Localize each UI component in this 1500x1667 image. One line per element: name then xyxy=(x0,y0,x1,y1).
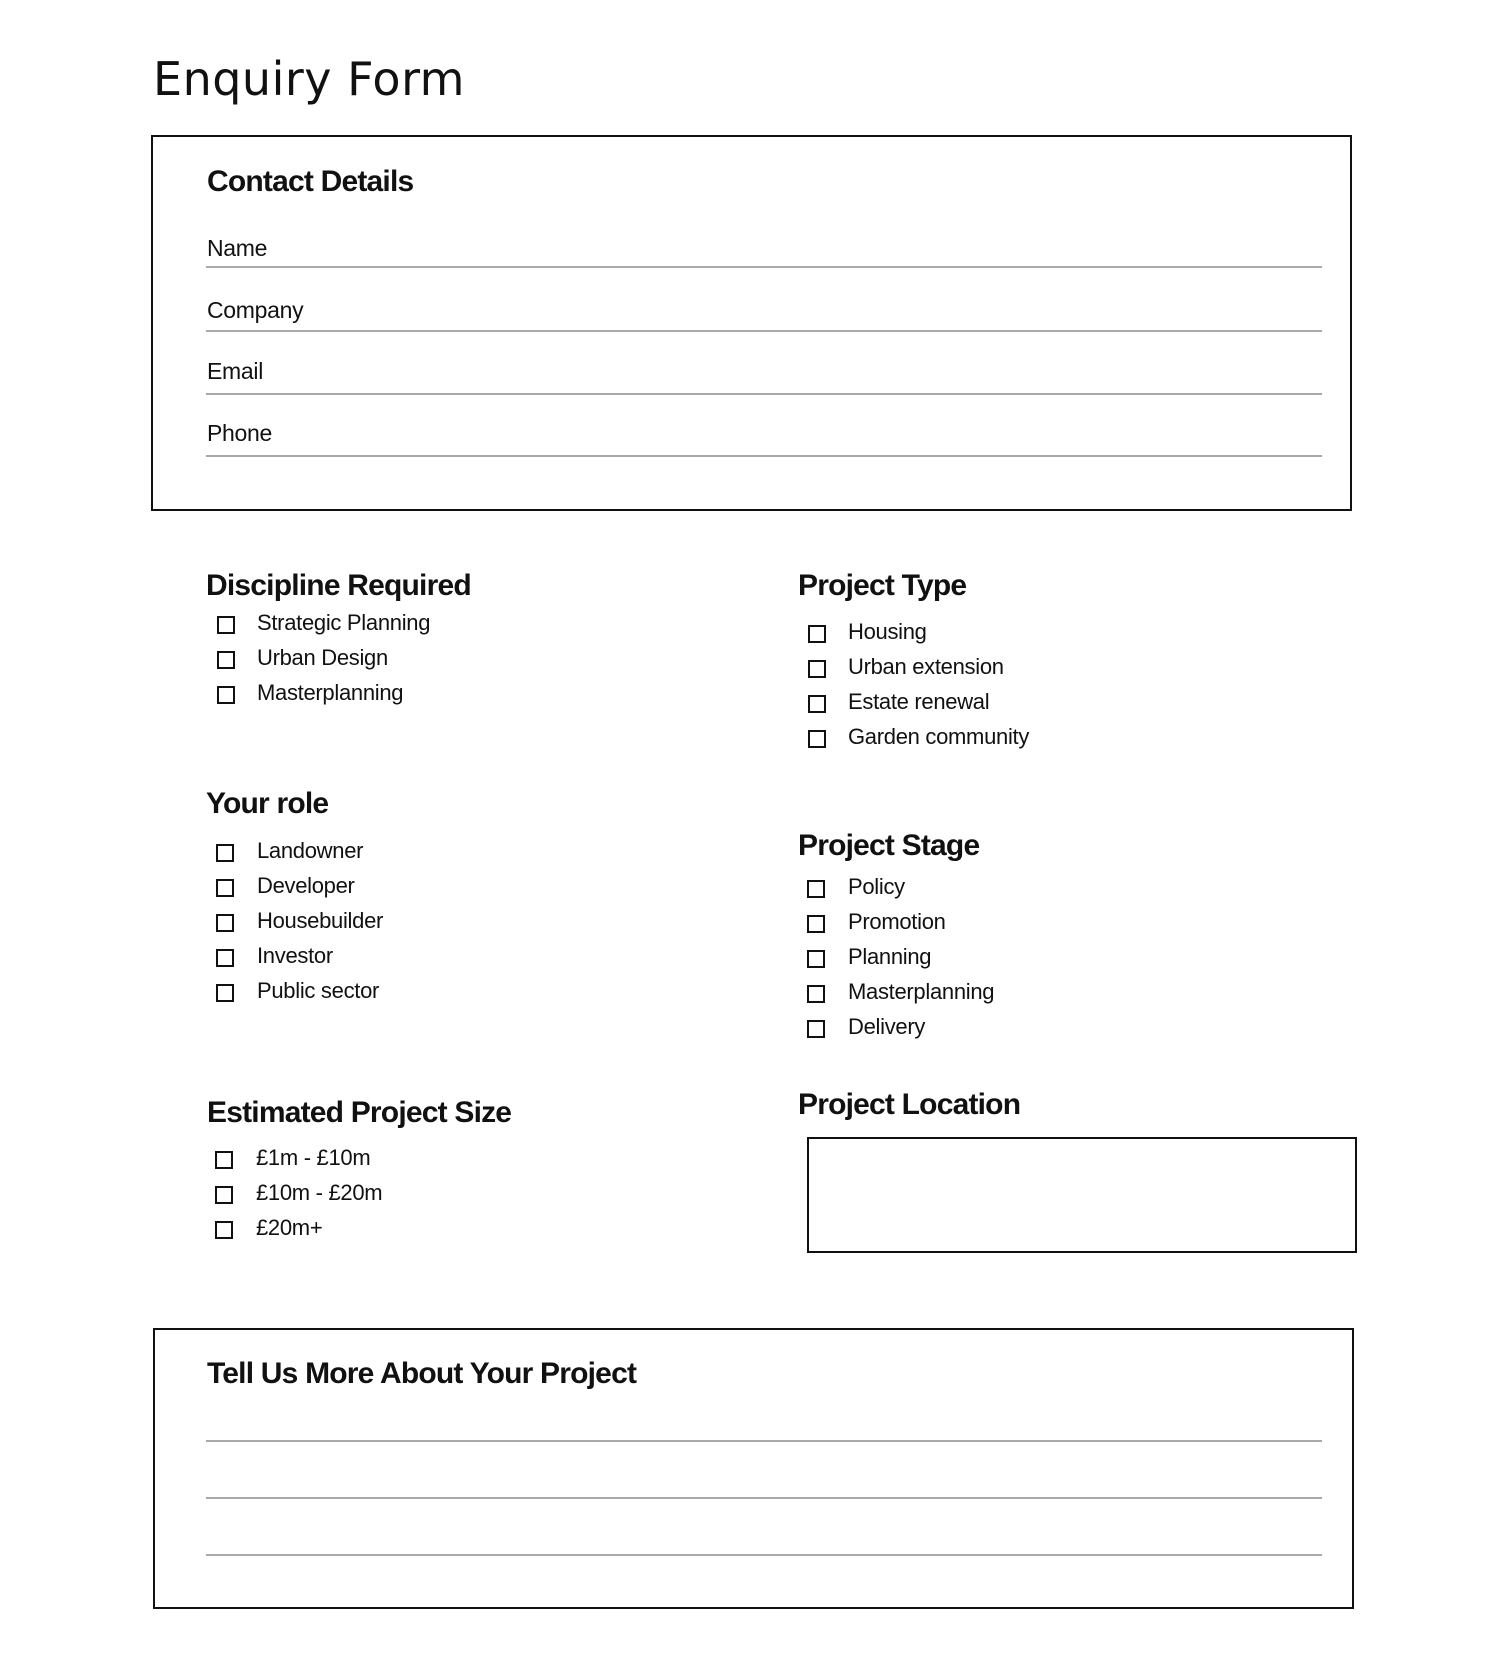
checkbox[interactable] xyxy=(217,616,235,634)
checkbox[interactable] xyxy=(807,1020,825,1038)
checkbox[interactable] xyxy=(216,914,234,932)
phone-field[interactable] xyxy=(206,455,1322,457)
checkbox[interactable] xyxy=(807,950,825,968)
checkbox[interactable] xyxy=(215,1151,233,1169)
checkbox[interactable] xyxy=(808,625,826,643)
checkbox[interactable] xyxy=(217,686,235,704)
project-stage-heading: Project Stage xyxy=(798,829,980,862)
phone-field-label: Phone xyxy=(207,420,273,446)
contact-details-heading: Contact Details xyxy=(207,165,414,198)
checkbox[interactable] xyxy=(217,651,235,669)
checkbox[interactable] xyxy=(216,879,234,897)
name-field-label: Name xyxy=(207,235,268,261)
checkbox[interactable] xyxy=(216,844,234,862)
checkbox[interactable] xyxy=(215,1186,233,1204)
email-field[interactable] xyxy=(206,393,1322,395)
checkbox[interactable] xyxy=(807,985,825,1003)
checkbox[interactable] xyxy=(216,984,234,1002)
page-title: Enquiry Form xyxy=(153,52,465,106)
checkbox[interactable] xyxy=(215,1221,233,1239)
name-field[interactable] xyxy=(206,266,1322,268)
project-details-line[interactable] xyxy=(206,1497,1322,1499)
discipline-heading: Discipline Required xyxy=(206,569,471,602)
project-details-line[interactable] xyxy=(206,1440,1322,1442)
checkbox[interactable] xyxy=(808,730,826,748)
project-location-input[interactable] xyxy=(807,1137,1357,1253)
company-field[interactable] xyxy=(206,330,1322,332)
project-size-heading: Estimated Project Size xyxy=(207,1096,512,1129)
role-heading: Your role xyxy=(206,787,329,820)
project-location-heading: Project Location xyxy=(798,1088,1021,1121)
checkbox[interactable] xyxy=(808,660,826,678)
checkbox[interactable] xyxy=(216,949,234,967)
checkbox[interactable] xyxy=(807,915,825,933)
company-field-label: Company xyxy=(207,297,304,323)
project-type-heading: Project Type xyxy=(798,569,967,602)
email-field-label: Email xyxy=(207,358,264,384)
project-details-line[interactable] xyxy=(206,1554,1322,1556)
checkbox[interactable] xyxy=(807,880,825,898)
project-details-heading: Tell Us More About Your Project xyxy=(207,1357,637,1390)
checkbox[interactable] xyxy=(808,695,826,713)
